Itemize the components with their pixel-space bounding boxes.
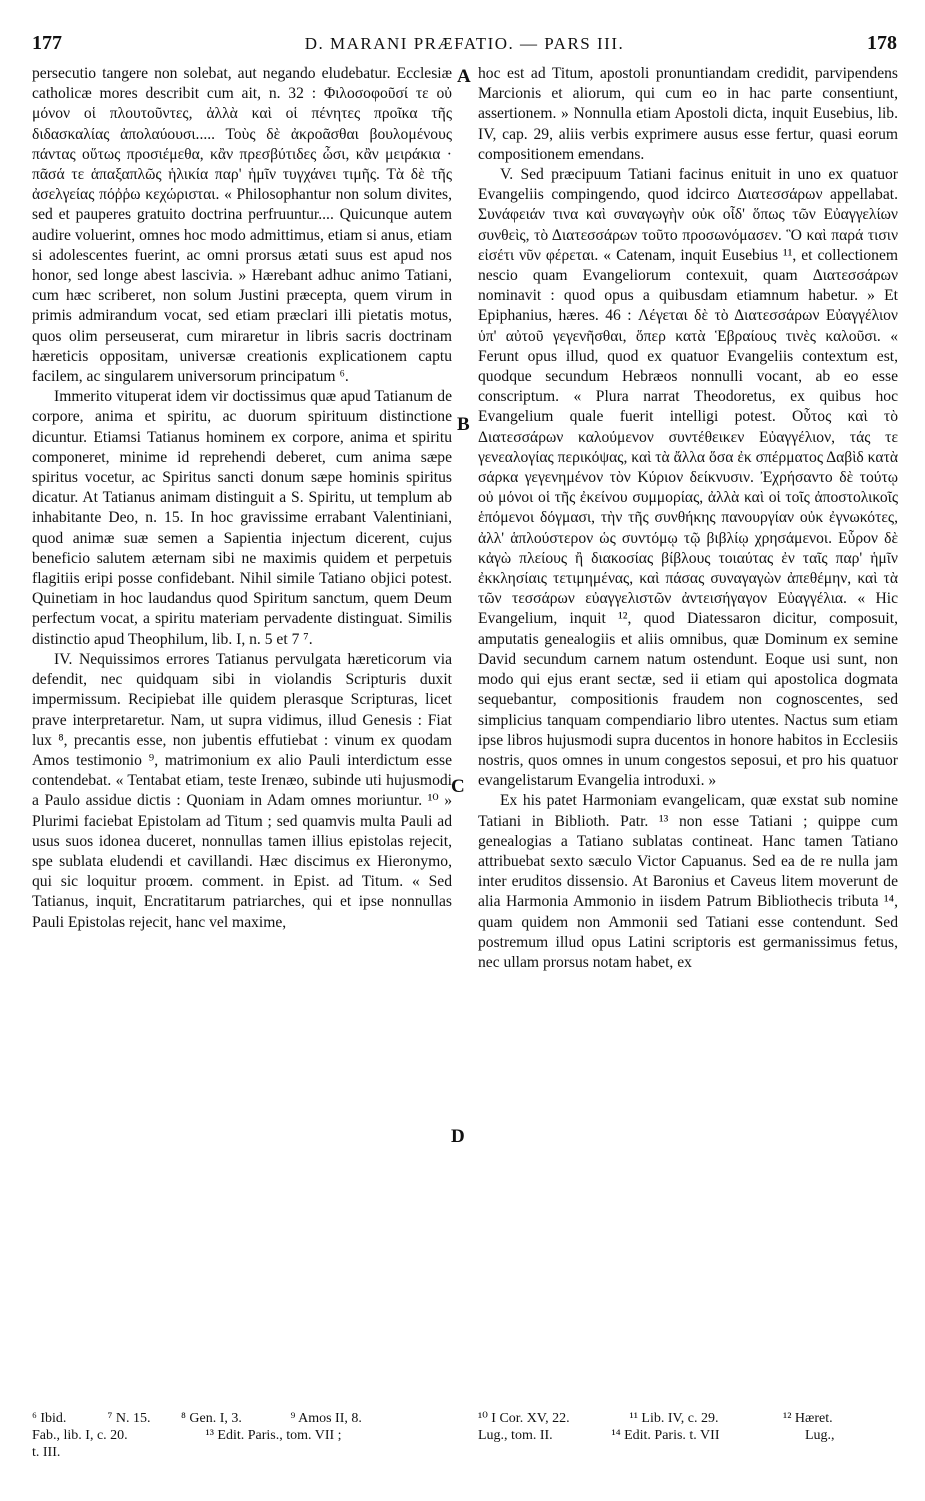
footnote: ⁷ N. 15. [107,1411,151,1426]
footnote: ¹¹ Lib. IV, c. 29. [629,1411,719,1426]
running-title: D. MARANI PRÆFATIO. — PARS III. [304,34,625,53]
page-header [32,32,897,58]
page-number-right: 178 [867,32,897,54]
margin-mark-a: A [457,66,471,87]
footnote: Lug., tom. II. [478,1428,553,1443]
margin-mark-c: C [451,776,465,797]
page-number-left: 177 [32,32,62,54]
paragraph: V. Sed præcipuum Tatiani facinus enituit in uno ex quatuor Evangeliis compingendo, quod idcirco Διατεσσάρων appellabat. Συνάφειάν τινα καὶ συναγωγὴν οὐκ οἶδ' ὅπως τῶν Εὐαγγελίων συνθεὶς, τὸ Διατεσσάρων τοῦτο προσωνόμασεν. Ὃ καὶ παρά τισιν εἰσέτι νῦν φέρεται. « Catenam, inquit Eusebius ¹¹, et collectionem nescio quam Evangeliorum contexuit, quam Διατεσσάρων nominavit : quod opus a quibusdam etiamnum habetur. » Et Epiphanius, hæres. 46 : Λέγεται δὲ τὸ Διατεσσάρων Εὐαγγέλιον ὑπ' αὐτοῦ γεγενῆσθαι, ὅπερ κατὰ Ἑβραίους τινὲς καλοῦσι. « Ferunt opus illud, quod ex quatuor Evangeliis contextum est, quodque secundum Hebræos nonnulli vocant, ab eo esse conscriptum. « Plura narrat Theodoretus, ex quibus hoc Evangelium quale fuerit intelligi potest. Οὗτος καὶ τὸ Διατεσσάρων καλούμενον συντέθεικεν Εὐαγγέλιον, τάς τε γενεαλογίας περικόψας, καὶ τὰ ἄλλα ὅσα ἐκ σπέρματος Δαβὶδ κατὰ σάρκα γεγενημένον τὸν Κύριον δείκνυσιν. Ἐχρήσαντο δὲ τούτῳ οὐ μόνοι οἱ τῆς ἐκείνου συμμορίας, ἀλλὰ καὶ οἱ τοῖς ἀποστολικοῖς ἑπόμενοι δόγμασι, τὴν τῆς συνθήκης πανουργίαν οὐκ ἐγνωκότες, ἀλλ' ἁπλούστερον ὡς συντόμῳ τῷ βιβλίῳ χρησάμενοι. Εὗρον δὲ κἀγὼ πλείους ἢ διακοσίας βίβλους τοιαύτας ἐν ταῖς παρ' ἡμῖν ἐκκλησίαις τετιμημένας, καὶ πάσας συναγαγὼν ἀπεθέμην, καὶ τὰ τῶν τεσσάρων εὐαγγελιστῶν ἀντεισήγαγον Εὐαγγέλια. « Hic Evangelium, inquit ¹², quod Diatessaron dicitur, composuit, amputatis genealogiis et aliis omnibus, quæ Dominum ex semine David secundum carnem natum ostendunt. Eoque usi sunt, non modo qui ejus erant sectæ, sed ii etiam qui apostolica dogmata sequebantur, compositionis fraudem non cognoscentes, sed simplicius tanquam compendiario libro utentes. Nactus sum etiam ipse libros hujusmodi supra ducentos in honore habitos in Ecclesiis nostris, quos omnes in unum congestos seposui, et pro his quatuor evangelistarum Evangelia introduxi. » [478,166,898,790]
footnote: ⁶ Ibid. [32,1411,67,1426]
footnote: ¹³ Edit. Paris., tom. VII ; [205,1428,342,1443]
footnotes-right [478,1410,898,1444]
footnote: ¹⁴ Edit. Paris. t. VII [611,1428,720,1443]
left-column [32,64,452,1404]
footnote: Fab., lib. I, c. 20. [32,1428,128,1443]
paragraph: IV. Nequissimos errores Tatianus pervulgata hæreticorum via defendit, nec quidquam sibi in violandis Scripturis duxit impermissum. Recipiebat ille quidem plerasque Scripturas, licet prave interpretaretur. Nam, ut supra vidimus, illud Genesis : Fiat lux ⁸, precantis esse, non jubentis effutiebat : vinum ex quodam Amos testimonio ⁹, matrimonium ex alio Pauli interdictum esse contendebat. « Tentabat etiam, teste Irenæo, subinde uti hujusmodi a Paulo assidue dictis : Quoniam in Adam omnes moriuntur. ¹⁰ » Plurimi faciebat Epistolam ad Titum ; sed quamvis multa Pauli ad usus suos idonea duceret, nonnullas tamen illius epistolas rejecit, spe sublata eludendi et cavillandi. Hæc discimus ex Hieronymo, qui sic loquitur proœm. comment. in Epist. ad Titum. « Sed Tatianus, inquit, Encratitarum patriarches, qui et ipse nonnullas Pauli Epistolas rejecit, hanc vel maxime, [32,650,452,931]
footnotes-left [32,1410,457,1461]
footnote: t. III. [32,1445,61,1460]
paragraph: Ex his patet Harmoniam evangelicam, quæ exstat sub nomine Tatiani in Biblioth. Patr. ¹³ non esse Tatiani ; quippe cum genealogias a Tatiano sublatas contineat. Hanc tamen Tatiano attribuebat sexto sæculo Victor Capuanus. Sed ea de re nulla jam inter eruditos dissensio. At Baronius et Caveus litem moverunt de alia Harmonia Ammonio in iisdem Patrum Bibliothecis tributa ¹⁴, quam quidem non Ammonii sed Tatiani esse contendunt. Sed postremum illud opus Latini scriptoris est germanissimus fetus, nec ullam prorsus notam habet, ex [478,792,898,971]
footnote: Lug., [805,1428,835,1443]
footnote: ⁸ Gen. I, 3. [181,1411,242,1426]
right-column [478,64,898,1404]
footnote: ¹⁰ I Cor. XV, 22. [478,1411,570,1426]
paragraph: hoc est ad Titum, apostoli pronuntiandam credidit, parvipendens Marcionis et aliorum, qui cum eo in hac parte consentiunt, assertionem. » Nonnulla etiam Apostoli dicta, inquit Eusebius, lib. IV, cap. 29, aliis verbis exprimere ausus esse fertur, quasi eorum compositionem emendans. [478,65,898,163]
footnote: ⁹ Amos II, 8. [290,1411,362,1426]
paragraph: persecutio tangere non solebat, aut negando eludebatur. Ecclesiæ catholicæ mores describit cum ait, n. 32 : Φιλοσοφοῦσί τε οὐ μόνον οἱ πλουτοῦντες, ἀλλὰ καὶ οἱ πένητες προῖκα τῆς διδασκαλίας ἀπολαύουσι..... Τοὺς δὲ ἀκροᾶσθαι βουλομένους πάντας οὕτως προσιέμεθα, κἂν πρεσβύτιδες ὦσι, κἂν μειράκια · πᾶσά τε ἁπαξαπλῶς ἡλικία παρ' ἡμῖν τυγχάνει τιμῆς. Τὰ δὲ τῆς ἀσελγείας πόῤῥω κεχώρισται. « Philosophantur non solum divites, sed et pauperes gratuito doctrina perfruuntur.... Quicunque autem audire voluerint, omnes hoc modo admittimus, etiam si anus, etiam si adolescentes fuerint, ac omni prorsus ætati suus est apud nos honor, sed longe abest lascivia. » Hærebant adhuc animo Tatiani, cum hæc scriberet, non solum Justini præcepta, quem virum in primis admirandum vocat, sed etiam præclari illi pietatis motus, quos olim perseuserat, cum miraretur in libris sacris doctrinam hæreticis oppositam, universæ creationis explicationem captu facilem, ac singularem universorum principatum ⁶. [32,65,452,386]
paragraph: Immerito vituperat idem vir doctissimus quæ apud Tatianum de corpore, anima et spiritu, ac duorum spirituum distinctione dicuntur. Etiamsi Tatianus hominem ex corpore, anima et spiritu componeret, minime id reprehendi deberet, cum anima sæpe spiritus vocetur, ac Spiritus sancti donum sæpe hominis spiritus dicatur. At Tatianus animam distinguit a S. Spiritu, ut templum ab inhabitante Deo, n. 15. In hoc gravissime errabant Valentiniani, quod animæ suæ semen a Sapientia injectum dicerent, cujus beneficio salutem æternam sibi ne maximis quidem et perpetuis flagitiis eripi posse confidebant. Nihil simile Tatiano objici potest. Quinetiam in hoc laudandus quod Spiritum sanctum, quem Deum perfectum vocat, a spiritu materiam pervadente distinguat. Similis distinctio apud Theophilum, lib. I, n. 5 et 7 ⁷. [32,388,452,648]
margin-mark-d: D [451,1126,465,1147]
footnote: ¹² Hæret. [783,1411,833,1426]
margin-mark-b: B [457,414,470,435]
